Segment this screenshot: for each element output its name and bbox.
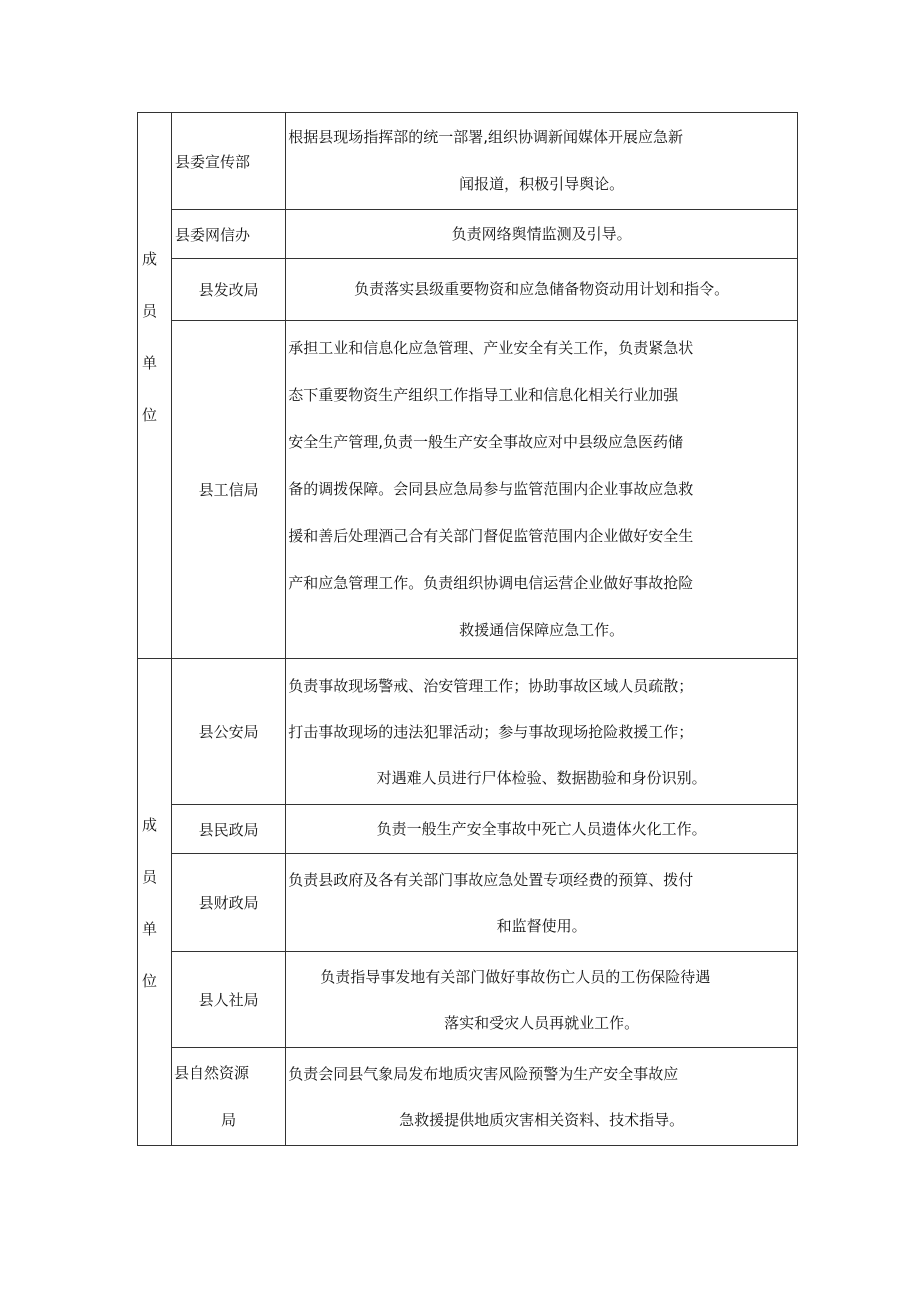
unit-name: 县财政局 <box>172 854 286 952</box>
group-label <box>138 659 172 1146</box>
duty-line: 安全生产管理,负责一般生产安全事故应对中县级应急医药储 <box>288 433 683 451</box>
duty-line: 落实和受灾人员再就业工作。 <box>444 1013 640 1032</box>
responsibility-table <box>137 112 798 1146</box>
table-row <box>138 659 798 805</box>
unit-duty <box>286 210 798 259</box>
table-row <box>138 1048 798 1146</box>
group-label-char: 成 <box>142 816 158 834</box>
unit-name: 县委宣传部 <box>172 113 286 210</box>
duty-line: 承担工业和信息化应急管理、产业安全有关工作，负责紧急状 <box>288 339 694 357</box>
duty-line: 闻报道，积极引导舆论。 <box>459 175 625 193</box>
unit-duty <box>286 805 798 854</box>
unit-name: 县公安局 <box>172 659 286 805</box>
duty-line: 备的调拨保障。会同县应急局参与监管范围内企业事故应急救 <box>288 480 694 498</box>
unit-duty <box>286 321 798 659</box>
group-label-char: 位 <box>142 972 158 990</box>
unit-duty <box>286 659 798 805</box>
table-row <box>138 210 798 259</box>
duty-line: 负责会同县气象局发布地质灾害风险预警为生产安全事故应 <box>288 1064 679 1083</box>
group-label-char: 位 <box>142 406 158 424</box>
group-label-char: 单 <box>142 920 158 938</box>
unit-duty <box>286 952 798 1048</box>
unit-name: 县委网信办 <box>172 210 286 259</box>
table-row <box>138 805 798 854</box>
duty-line: 负责事故现场警戒、治安管理工作；协助事故区域人员疏散； <box>288 676 694 695</box>
duty-line: 产和应急管理工作。负责组织协调电信运营企业做好事故抢险 <box>288 574 694 592</box>
duty-line: 救援通信保障应急工作。 <box>459 621 625 639</box>
unit-name: 县民政局 <box>172 805 286 854</box>
duty-line: 打击事故现场的违法犯罪活动；参与事故现场抢险救援工作； <box>288 722 694 741</box>
unit-duty <box>286 1048 798 1146</box>
duty-line: 和监督使用。 <box>496 916 587 935</box>
unit-name <box>172 1048 286 1146</box>
table-row <box>138 854 798 952</box>
duty-line: 负责指导事发地有关部门做好事故伤亡人员的工伤保险待遇 <box>320 967 711 986</box>
duty-line: 负责网络舆情监测及引导。 <box>451 224 632 243</box>
unit-name: 县人社局 <box>172 952 286 1048</box>
duty-line: 援和善后处理酒己合有关部门督促监管范围内企业做好安全生 <box>288 527 694 545</box>
group-label-char: 单 <box>142 354 158 372</box>
duty-line: 负责一般生产安全事故中死亡人员遗体火化工作。 <box>376 819 707 838</box>
unit-duty <box>286 113 798 210</box>
table-row <box>138 113 798 210</box>
duty-line: 对遇难人员进行尸体检验、数据勘验和身份识别。 <box>376 768 707 787</box>
duty-line: 负责落实县级重要物资和应急储备物资动用计划和指令。 <box>354 280 730 298</box>
group-label-char: 员 <box>142 302 158 320</box>
unit-name-line: 局 <box>221 1110 237 1129</box>
duty-line: 急救援提供地质灾害相关资料、技术指导。 <box>399 1110 685 1129</box>
table-row <box>138 321 798 659</box>
table-row <box>138 952 798 1048</box>
unit-name-line: 县自然资源 <box>174 1063 250 1082</box>
unit-name: 县工信局 <box>172 321 286 659</box>
group-label-char: 员 <box>142 868 158 886</box>
unit-duty <box>286 259 798 321</box>
table-row <box>138 259 798 321</box>
group-label-char: 成 <box>142 250 158 268</box>
group-label <box>138 113 172 659</box>
duty-line: 负责县政府及各有关部门事故应急处置专项经费的预算、拨付 <box>288 870 694 889</box>
unit-name: 县发改局 <box>172 259 286 321</box>
duty-line: 态下重要物资生产组织工作指导工业和信息化相关行业加强 <box>288 386 679 404</box>
duty-line: 根据县现场指挥部的统一部署,组织协调新闻媒体开展应急新 <box>288 128 683 146</box>
unit-duty <box>286 854 798 952</box>
